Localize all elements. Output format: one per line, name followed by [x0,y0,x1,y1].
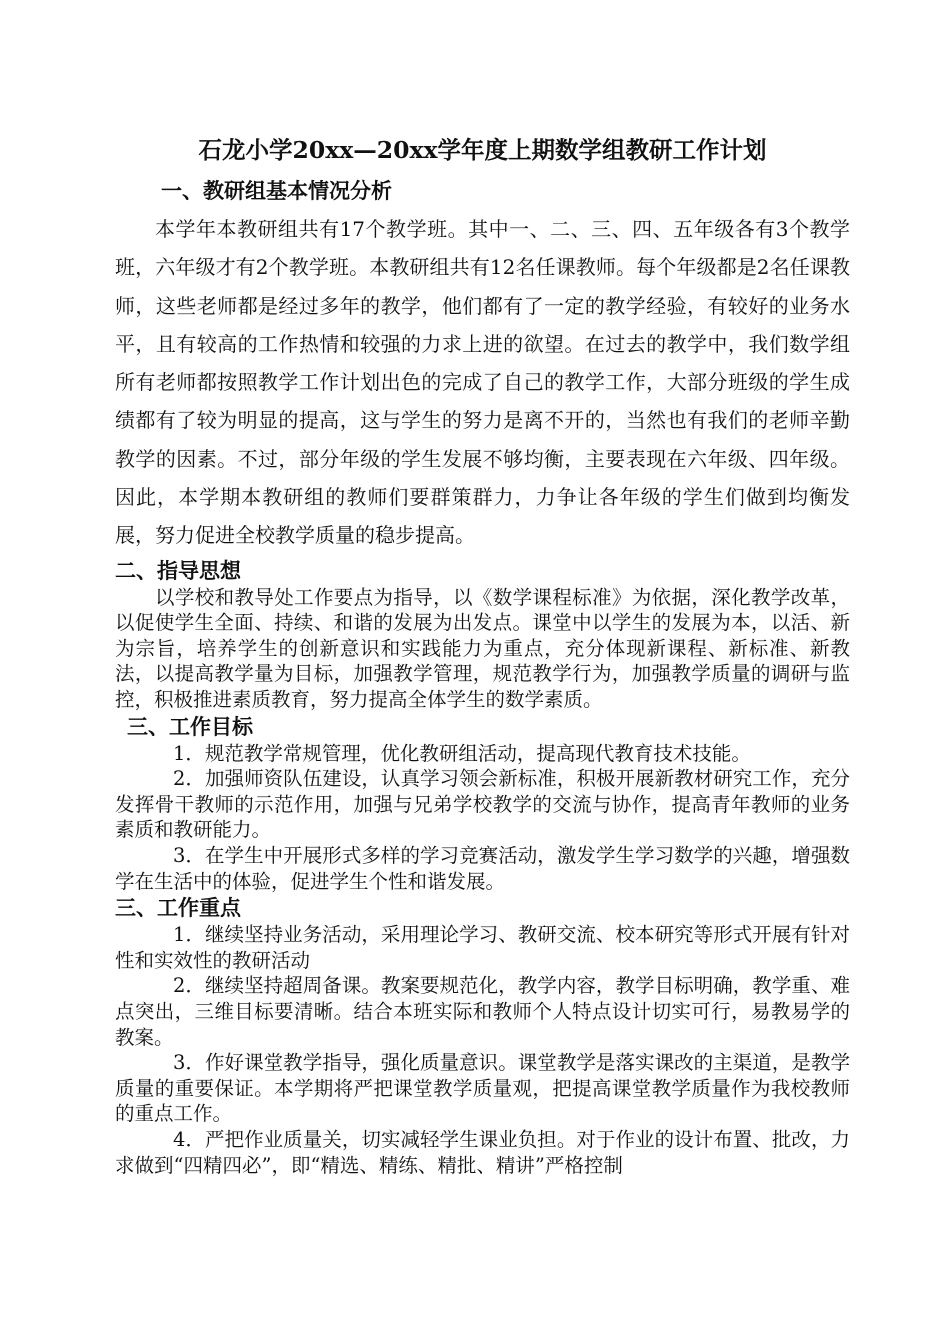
work-goal-item-1: 1．规范教学常规管理，优化教研组活动，提高现代教育技术技能。 [173,741,751,765]
guiding-ideology-paragraph: 以学校和教导处工作要点为指导，以《数学课程标准》为依据，深化教学改革，以促使学生全面、持续、和谐的发展为出发点。课堂中以学生的发展为本，以活、新为宗旨，培养学生的创新意识和实践能力为重点，充分体现新课程、新标准、新教法，以提高教学量为目标，加强教学管理，规范教学行为，加强教学质量的调研与监控，积极推进素质教育，努力提高全体学生的数学素质。 [115,585,850,712]
work-focus-item-3: 3．作好课堂教学指导，强化质量意识。课堂教学是落实课改的主渠道，是教学质量的重要保证。本学期将严把课堂教学质量观，把提高课堂教学质量作为我校教师的重点工作。 [115,1051,850,1126]
document-page [115,128,850,1178]
work-goal-item-3: 3．在学生中开展形式多样的学习竞赛活动，激发学生学习数学的兴趣，增强数学在生活中的体验，促进学生个性和谐发展。 [115,844,850,893]
section-heading-guiding-ideology: 二、指导思想 [115,557,241,583]
section-heading-analysis: 一、教研组基本情况分析 [161,178,392,203]
section-heading-work-focus: 三、工作重点 [115,895,241,921]
section-heading-work-goals: 三、工作目标 [127,713,253,739]
analysis-paragraph: 本学年本教研组共有17个教学班。其中一、二、三、四、五年级各有3个教学班，六年级才有2个教学班。本教研组共有12名任课教师。每个年级都是2名任课教师，这些老师都是经过多年的教学，他们都有了一定的教学经验，有较好的业务水平，且有较高的工作热情和较强的力求上进的欲望。在过去的教学中，我们数学组所有老师都按照教学工作计划出色的完成了自己的教学工作，大部分班级的学生成绩都有了较为明显的提高，这与学生的努力是离不开的，当然也有我们的老师辛勤教学的因素。不过，部分年级的学生发展不够均衡，主要表现在六年级、四年级。因此，本学期本教研组的教师们要群策群力，力争让各年级的学生们做到均衡发展，努力促进全校教学质量的稳步提高。 [115,217,850,548]
work-goal-item-2: 2．加强师资队伍建设，认真学习领会新标准，积极开展新教材研究工作，充分发挥骨干教师的示范作用，加强与兄弟学校教学的交流与协作，提高青年教师的业务素质和教研能力。 [115,767,850,842]
work-focus-item-1: 1．继续坚持业务活动，采用理论学习、教研交流、校本研究等形式开展有针对性和实效性的教研活动 [115,923,850,972]
work-focus-item-4: 4．严把作业质量关，切实减轻学生课业负担。对于作业的设计布置、批改，力求做到“四精四必”，即“精选、精练、精批、精讲”严格控制 [115,1127,850,1177]
work-focus-item-2: 2．继续坚持超周备课。教案要规范化，教学内容，教学目标明确，教学重、难点突出，三维目标要清晰。结合本班实际和教师个人特点设计切实可行，易教易学的教案。 [115,974,850,1049]
document-title: 石龙小学20xx—20xx学年度上期数学组教研工作计划 [198,136,767,164]
